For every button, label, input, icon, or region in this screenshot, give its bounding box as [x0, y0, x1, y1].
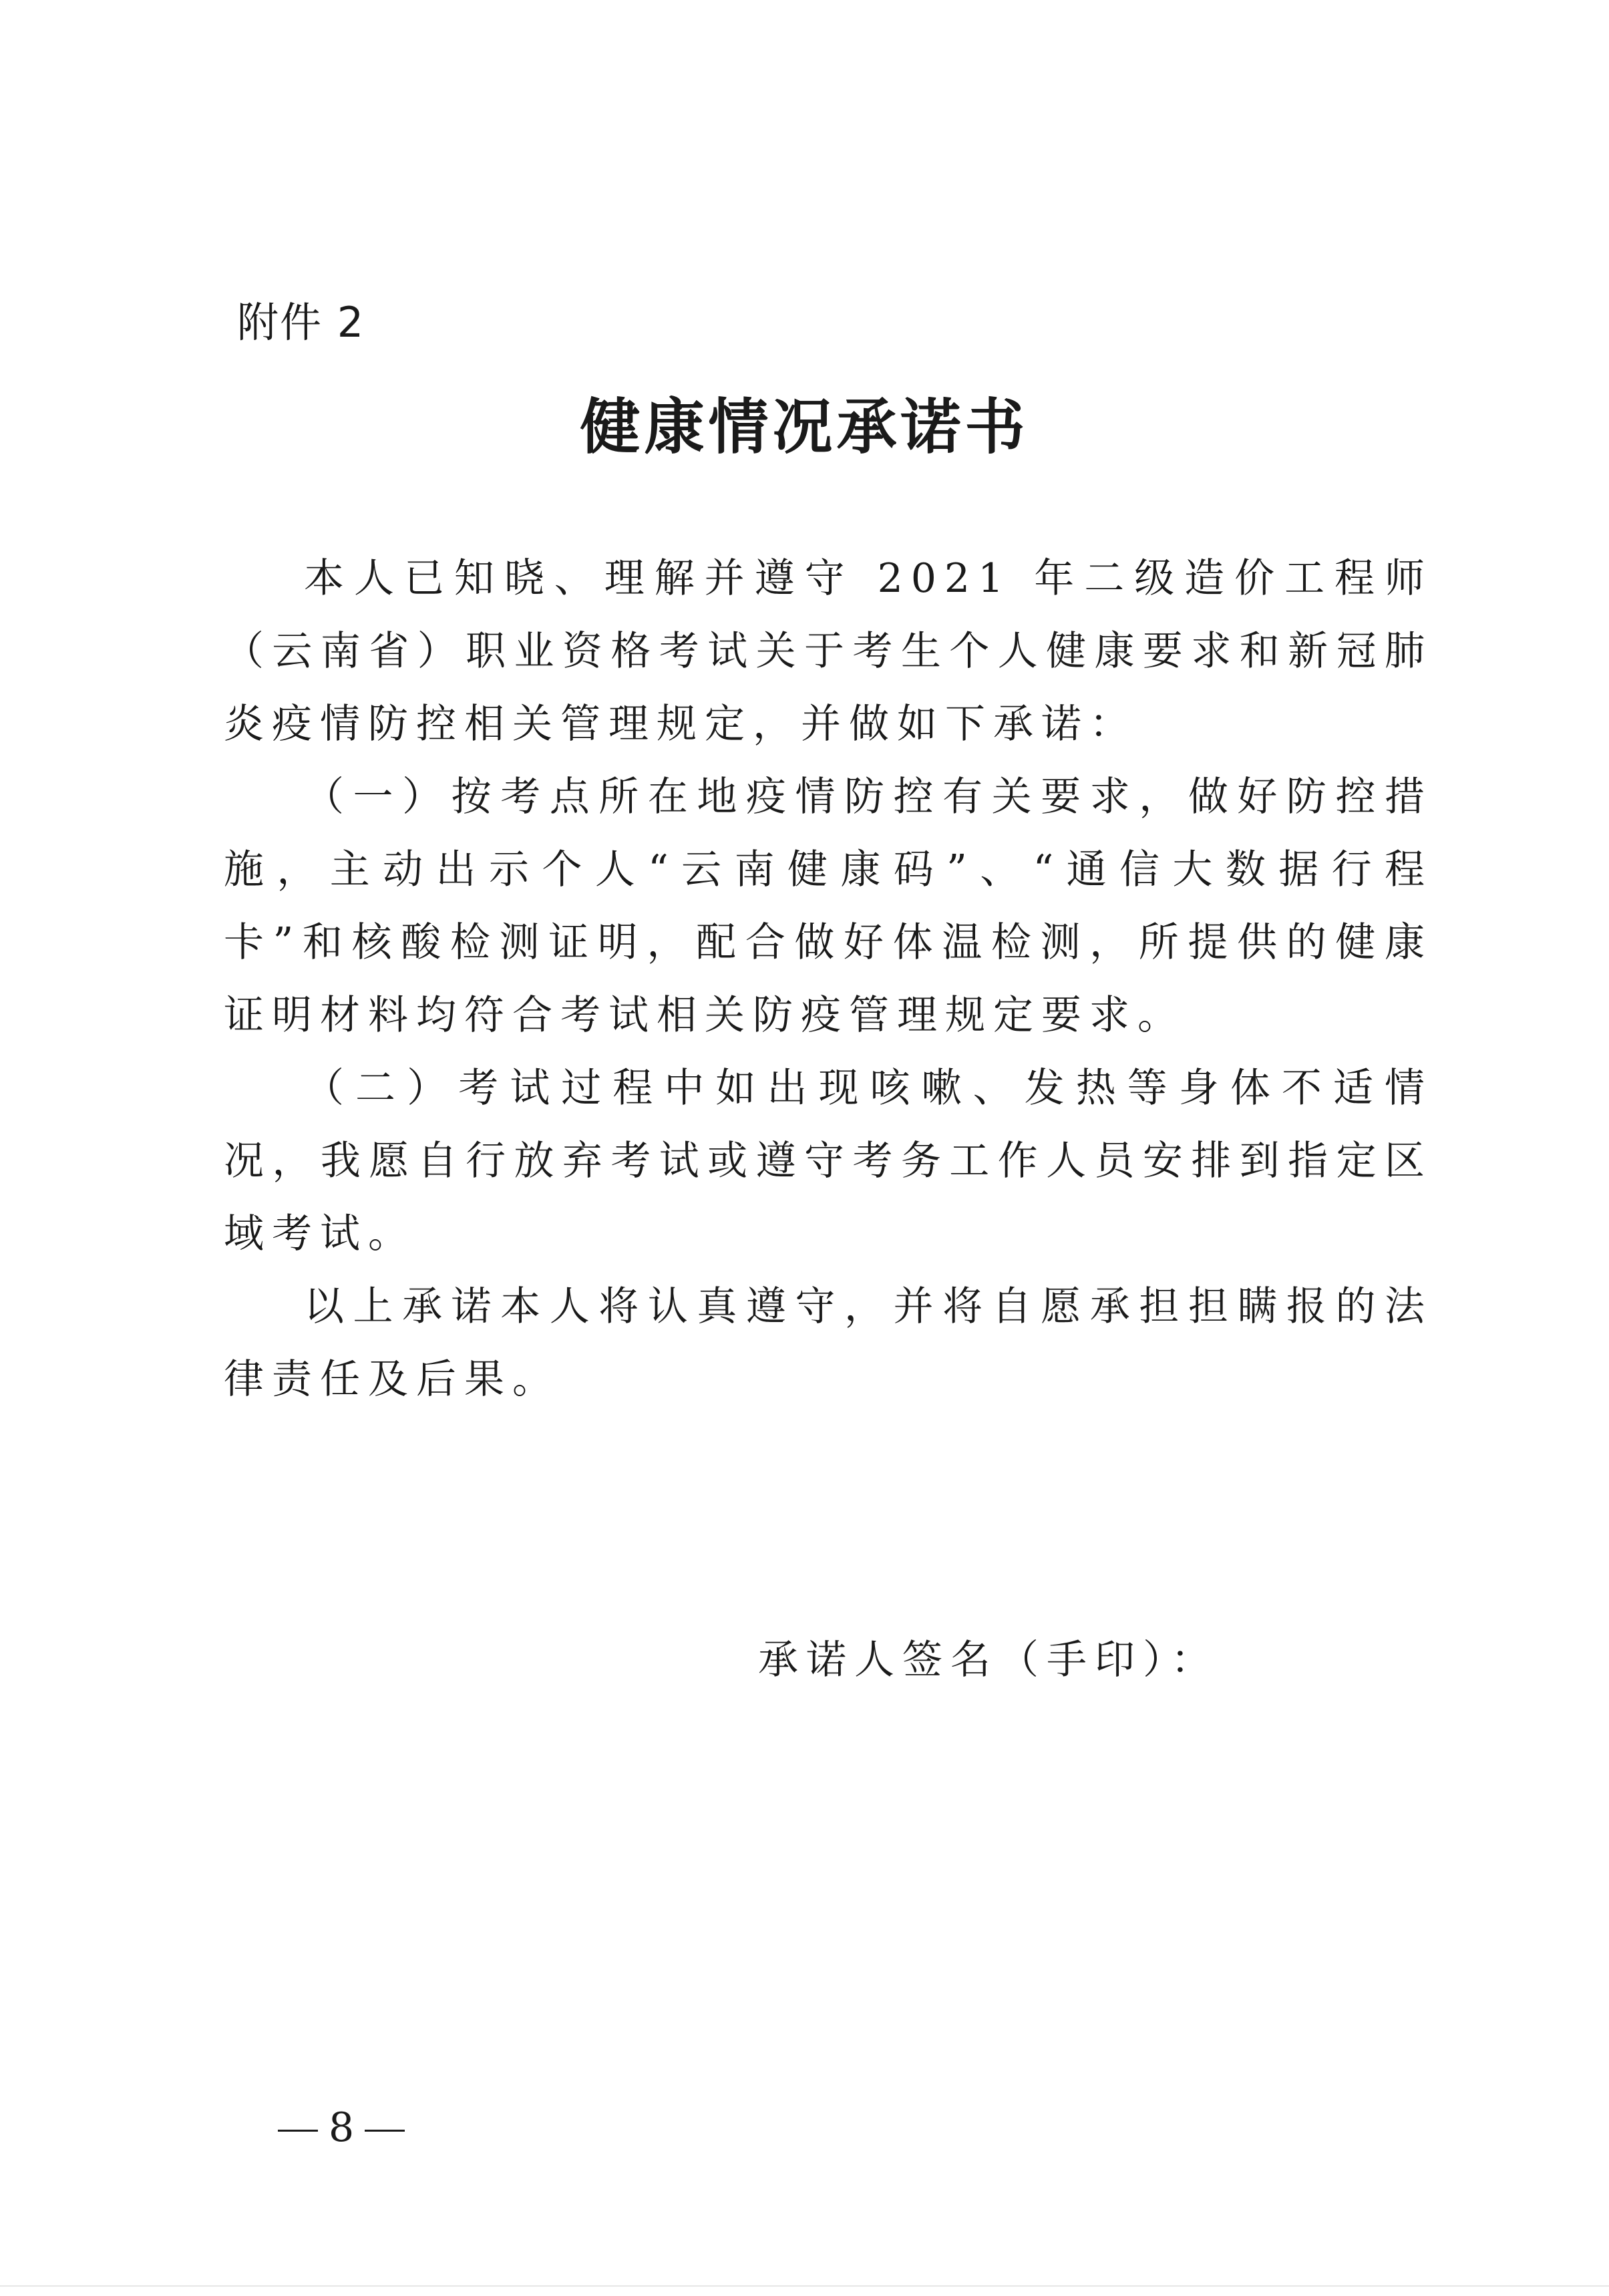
signature-label: 承诺人签名（手印）： — [758, 1637, 1219, 1683]
scan-bottom-edge — [0, 2285, 1609, 2287]
paragraph-closing: 以上承诺本人将认真遵守，并将自愿承担担瞒报的法律责任及后果。 — [224, 1283, 1433, 1403]
paragraph-commitment-1: （一）按考点所在地疫情防控有关要求，做好防控措施，主动出示个人“云南健康码”、“通信大数据行程卡”和核酸检测证明，配合做好体温检测，所提供的健康证明材料均符合考试相关防疫管理规定要求。 — [224, 774, 1433, 1039]
document-body — [224, 542, 1433, 1416]
page-footer — [267, 2098, 415, 2158]
paragraph-intro: 本人已知晓、理解并遵守 2021 年二级造价工程师（云南省）职业资格考试关于考生个人健康要求和新冠肺炎疫情防控相关管理规定，并做如下承诺： — [224, 555, 1433, 748]
attachment-label: 附件 2 — [237, 298, 365, 347]
paragraph-commitment-2: （二）考试过程中如出现咳嗽、发热等身体不适情况，我愿自行放弃考试或遵守考务工作人员安排到指定区域考试。 — [224, 1065, 1433, 1257]
page-number: 8 — [329, 2104, 355, 2151]
document-title: 健康情况承诺书 — [580, 392, 1029, 462]
dash-left — [278, 2130, 318, 2132]
dash-right — [365, 2130, 405, 2132]
